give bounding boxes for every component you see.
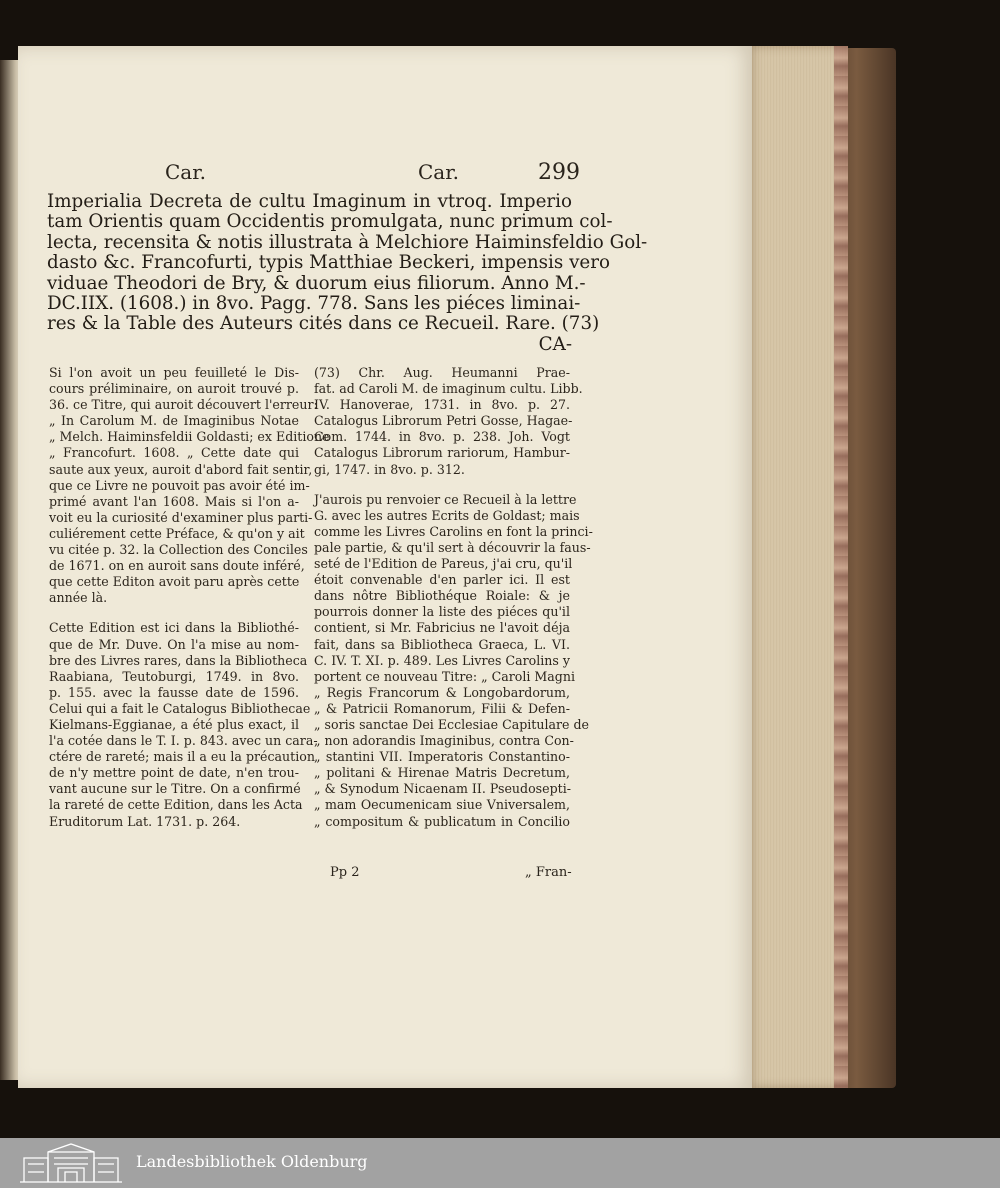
title-line: dasto &c. Francofurti, typis Matthiae Beckeri, impensis vero bbox=[47, 252, 610, 274]
text-line: que de Mr. Duve. On l'a mise au nom- bbox=[49, 636, 299, 652]
text-line: C. IV. T. XI. p. 489. Les Livres Carolins y bbox=[314, 652, 570, 668]
text-line: Cette Edition est ici dans la Bibliothé- bbox=[49, 620, 299, 636]
text-line: de 1671. on en auroit sans doute inféré, bbox=[49, 558, 305, 574]
text-line: vant aucune sur le Titre. On a confirmé bbox=[49, 781, 301, 797]
left-column bbox=[49, 365, 330, 844]
text-line: contient, si Mr. Fabricius ne l'avoit déja bbox=[314, 620, 570, 636]
title-line: lecta, recensita & notis illustrata à Melchiore Haiminsfeldio Gol- bbox=[47, 231, 648, 253]
title-line: CA- bbox=[538, 333, 572, 355]
text-line: 36. ce Titre, qui auroit découvert l'erreur: bbox=[49, 397, 318, 413]
text-line: dans nôtre Bibliothéque Roiale: & je bbox=[314, 588, 570, 604]
text-line: fait, dans sa Bibliotheca Graeca, L. VI. bbox=[314, 636, 570, 652]
text-line: seté de l'Edition de Pareus, j'ai cru, qu'il bbox=[314, 556, 573, 572]
text-line: p. 155. avec la fausse date de 1596. bbox=[49, 684, 299, 700]
text-line: comme les Livres Carolins en font la princi- bbox=[314, 523, 593, 539]
text-line: pourrois donner la liste des piéces qu'il bbox=[314, 604, 570, 620]
text-line: J'aurois pu renvoier ce Recueil à la lettre bbox=[314, 491, 577, 507]
title-entry bbox=[47, 191, 648, 355]
text-line: Catalogus Librorum Petri Gosse, Hagae- bbox=[314, 413, 573, 429]
text-line: Eruditorum Lat. 1731. p. 264. bbox=[49, 813, 241, 829]
text-line: saute aux yeux, auroit d'abord fait sentir, bbox=[49, 461, 313, 477]
library-bar bbox=[0, 1138, 1000, 1188]
text-line: „ Regis Francorum & Longobardorum, bbox=[314, 684, 570, 700]
running-head-center: Car. bbox=[418, 160, 459, 184]
paragraph bbox=[314, 491, 593, 830]
text-line: „ Melch. Haiminsfeldii Goldasti; ex Editione bbox=[49, 429, 330, 445]
title-line: viduae Theodori de Bry, & duorum eius filiorum. Anno M.- bbox=[47, 272, 586, 294]
text-line: la rareté de cette Edition, dans les Acta bbox=[49, 797, 303, 813]
text-line: „ stantini VII. Imperatoris Constantino- bbox=[314, 749, 570, 765]
text-line: que cette Editon avoit paru après cette bbox=[49, 574, 300, 590]
text-line: gi, 1747. in 8vo. p. 312. bbox=[314, 461, 465, 477]
text-line: que ce Livre ne pouvoit pas avoir été im- bbox=[49, 477, 310, 493]
text-line: bre des Livres rares, dans la Bibliotheca bbox=[49, 652, 308, 668]
text-line: étoit convenable d'en parler ici. Il est bbox=[314, 572, 570, 588]
text-line: „ mam Oecumenicam siue Vniversalem, bbox=[314, 797, 570, 813]
text-line: l'a cotée dans le T. I. p. 843. avec un cara- bbox=[49, 733, 318, 749]
text-line: pale partie, & qu'il sert à découvrir la faus- bbox=[314, 539, 591, 555]
text-line: Si l'on avoit un peu feuilleté le Dis- bbox=[49, 365, 299, 380]
library-name: Landesbibliothek Oldenburg bbox=[136, 1152, 368, 1171]
text-line: de n'y mettre point de date, n'en trou- bbox=[49, 765, 299, 781]
text-line: culiérement cette Préface, & qu'on y ait bbox=[49, 525, 305, 541]
text-line: Celui qui a fait le Catalogus Bibliothecae bbox=[49, 700, 311, 716]
text-line: „ soris sanctae Dei Ecclesiae Capitulare de bbox=[314, 716, 589, 732]
text-line: primé avant l'an 1608. Mais si l'on a- bbox=[49, 493, 299, 509]
text-line: Catalogus Librorum rariorum, Hambur- bbox=[314, 445, 570, 461]
page-number: 299 bbox=[538, 160, 580, 185]
footnote bbox=[314, 365, 583, 478]
text-line: G. avec les autres Ecrits de Goldast; mais bbox=[314, 507, 580, 523]
catchword: „ Fran- bbox=[525, 865, 572, 880]
text-line: année là. bbox=[49, 590, 108, 606]
paragraph bbox=[49, 365, 330, 606]
text-line: ctére de rareté; mais il a eu la précaution bbox=[49, 749, 315, 765]
text-line: portent ce nouveau Titre: „ Caroli Magni bbox=[314, 668, 576, 684]
text-line: vu citée p. 32. la Collection des Conciles bbox=[49, 542, 308, 558]
title-line: tam Orientis quam Occidentis promulgata, nunc primum col- bbox=[47, 211, 613, 233]
text-line: (73) Chr. Aug. Heumanni Prae- bbox=[314, 365, 570, 380]
library-building-logo-icon bbox=[18, 1142, 124, 1184]
title-line: Imperialia Decreta de cultu Imaginum in vtroq. Imperio bbox=[47, 191, 572, 212]
title-line: res & la Table des Auteurs cités dans ce Recueil. Rare. (73) bbox=[47, 313, 600, 335]
title-line: DC.IIX. (1608.) in 8vo. Pagg. 778. Sans les piéces liminai- bbox=[47, 293, 581, 315]
text-line: fat. ad Caroli M. de imaginum cultu. Libb. bbox=[314, 381, 583, 397]
paragraph bbox=[49, 620, 318, 829]
text-line: Com. 1744. in 8vo. p. 238. Joh. Vogt bbox=[314, 429, 570, 445]
text-line: „ Francofurt. 1608. „ Cette date qui bbox=[49, 445, 299, 461]
text-line: cours préliminaire, on auroit trouvé p. bbox=[49, 381, 299, 397]
text-line: „ politani & Hirenae Matris Decretum, bbox=[314, 765, 570, 781]
page-stack-edges bbox=[752, 46, 848, 1088]
running-head-left: Car. bbox=[165, 160, 206, 184]
text-line: „ non adorandis Imaginibus, contra Con- bbox=[314, 733, 574, 749]
text-line: Raabiana, Teutoburgi, 1749. in 8vo. bbox=[49, 668, 299, 684]
signature-mark: Pp 2 bbox=[330, 865, 360, 880]
text-line: IV. Hanoverae, 1731. in 8vo. p. 27. bbox=[314, 397, 570, 413]
text-line: Kielmans-Eggianae, a été plus exact, il bbox=[49, 716, 299, 732]
text-line: „ & Patricii Romanorum, Filii & Defen- bbox=[314, 700, 570, 716]
text-line: voit eu la curiosité d'examiner plus parti- bbox=[49, 509, 313, 525]
text-line: „ & Synodum Nicaenam II. Pseudosepti- bbox=[314, 781, 572, 797]
text-line: „ In Carolum M. de Imaginibus Notae bbox=[49, 413, 299, 429]
marbled-edge bbox=[834, 46, 848, 1088]
right-column bbox=[314, 365, 593, 844]
text-line: „ compositum & publicatum in Concilio bbox=[314, 813, 570, 829]
